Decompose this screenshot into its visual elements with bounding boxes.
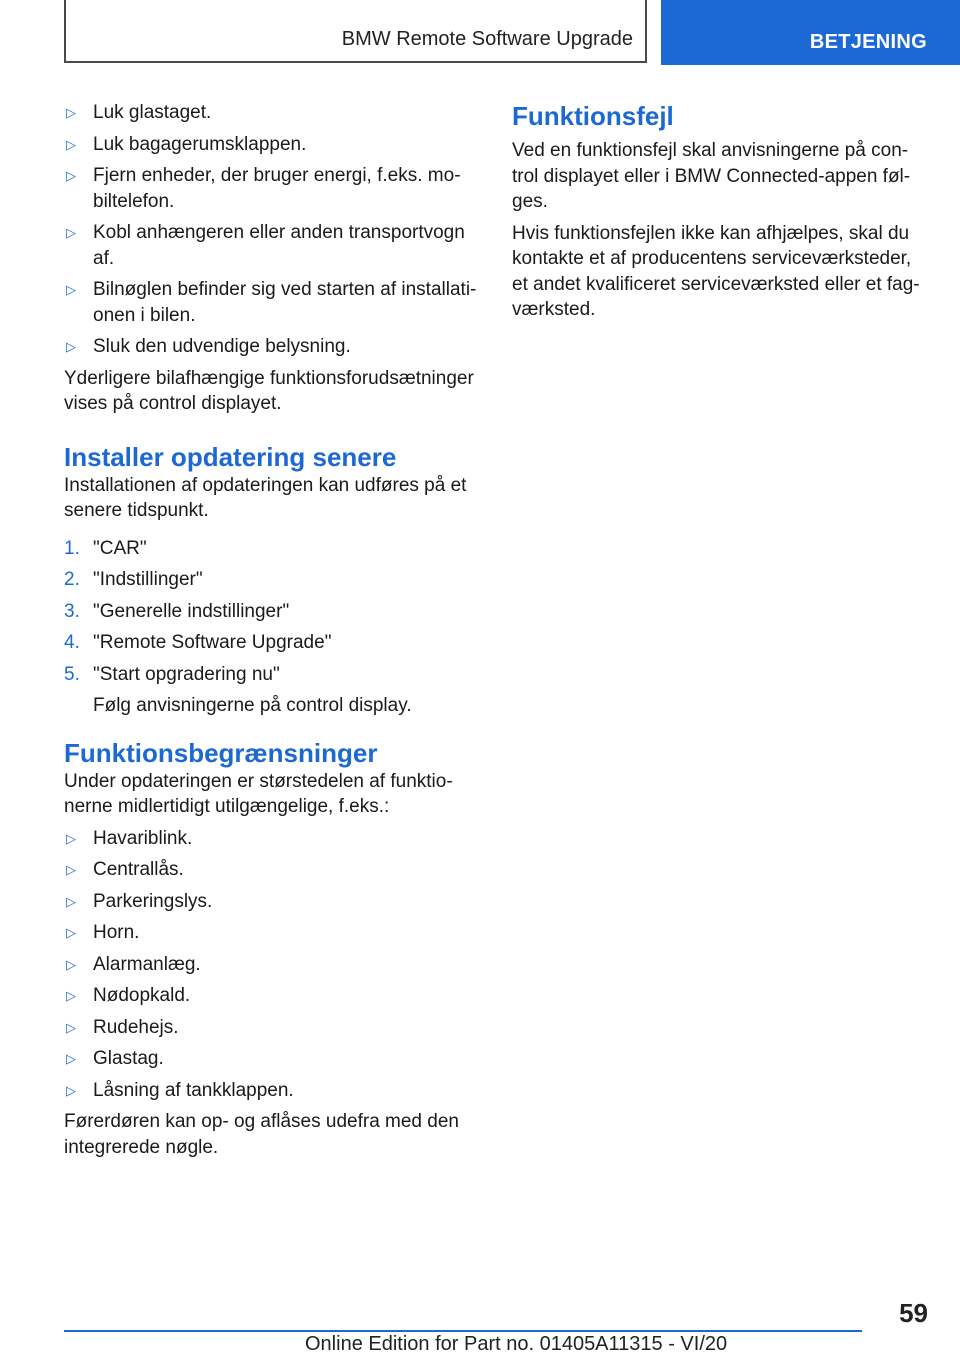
right-column — [512, 100, 932, 323]
install-later-heading: Installer opdatering senere — [64, 441, 397, 472]
triangle-bullet-icon: ▷ — [66, 339, 76, 354]
driver-door-paragraph: Førerdøren kan op- og aflåses udefra med den integrerede nøgle. — [64, 1111, 459, 1158]
page-number: 59 — [899, 1298, 928, 1328]
triangle-bullet-icon: ▷ — [66, 925, 76, 940]
triangle-bullet-icon: ▷ — [66, 136, 76, 152]
malfunction-paragraph-2: Hvis funktionsfejlen ikke kan afhjælpes, skal du kontakte et af producentens serviceværksteder, et andet kvalificeret serviceværksted eller et fag‐værksted. — [512, 222, 920, 320]
list-item: ▷ Horn. — [64, 920, 484, 946]
triangle-bullet-icon: ▷ — [66, 225, 76, 240]
step-item: 2. "Indstillinger" — [64, 569, 203, 590]
triangle-bullet-icon: ▷ — [66, 1019, 76, 1035]
left-column — [64, 100, 484, 1160]
limits-bullet-list — [64, 826, 484, 1104]
header-section-title: BMW Remote Software Upgrade — [341, 28, 633, 50]
install-later-paragraph: Installationen af opdateringen kan udføres på et senere tidspunkt. — [64, 474, 467, 521]
triangle-bullet-icon: ▷ — [66, 282, 76, 297]
triangle-bullet-icon: ▷ — [66, 105, 76, 120]
list-item: ▷ Rudehejs. — [64, 1015, 484, 1041]
malfunction-paragraph-1: Ved en funktionsfejl skal anvisningerne på con‐trol displayet eller i BMW Connected-appen føl‐ges. — [512, 140, 911, 212]
install-steps-list — [64, 536, 484, 719]
triangle-bullet-icon: ▷ — [66, 893, 76, 909]
footer-edition-text: Online Edition for Part no. 01405A11315 - VI/20 — [305, 1333, 728, 1355]
triangle-bullet-icon: ▷ — [66, 168, 76, 183]
prep-bullet-list — [64, 100, 484, 360]
triangle-bullet-icon: ▷ — [66, 988, 76, 1003]
list-item: ▷ Nødopkald. — [64, 983, 484, 1009]
triangle-bullet-icon: ▷ — [66, 956, 76, 972]
header-chapter-label: BETJENING — [809, 31, 927, 53]
list-item: ▷ Glastag. — [64, 1046, 484, 1072]
header-section-title-box — [64, 0, 647, 63]
header-chapter-tab[interactable] — [661, 0, 960, 65]
list-item: ▷ Sluk den udvendige belysning. — [64, 334, 484, 360]
step-item: 3. "Generelle indstillinger" — [64, 600, 290, 622]
triangle-bullet-icon: ▷ — [66, 1082, 76, 1098]
step-note: Følg anvisningerne på control display. — [93, 695, 412, 716]
triangle-bullet-icon: ▷ — [66, 862, 76, 877]
function-limits-heading: Funktionsbegrænsninger — [64, 737, 378, 768]
list-item: ▷ Bilnøglen befinder sig ved starten af installati‐onen i bilen. — [64, 277, 484, 328]
list-item: ▷ Kobl anhængeren eller anden transportvogn af. — [64, 220, 484, 271]
triangle-bullet-icon: ▷ — [66, 1051, 76, 1066]
step-item: 1. "CAR" — [64, 537, 147, 559]
list-item: ▷ Alarmanlæg. — [64, 952, 484, 978]
conditions-paragraph: Yderligere bilafhængige funktionsforudsætninger vises på control displayet. — [64, 367, 474, 414]
triangle-bullet-icon: ▷ — [66, 830, 76, 846]
list-item: ▷ Centrallås. — [64, 857, 484, 883]
list-item: ▷ Luk bagagerumsklappen. — [64, 132, 484, 158]
list-item: ▷ Havariblink. — [64, 826, 484, 852]
list-item: ▷ Luk glastaget. — [64, 100, 484, 126]
list-item: ▷ Fjern enheder, der bruger energi, f.eks. mo‐biltelefon. — [64, 163, 484, 214]
function-limits-paragraph: Under opdateringen er størstedelen af funktio‐nerne midlertidigt utilgængelige, f.eks.: — [64, 770, 453, 817]
step-item: 5. "Start opgradering nu" — [64, 663, 280, 685]
list-item: ▷ Parkeringslys. — [64, 889, 484, 915]
list-item: ▷ Låsning af tankklappen. — [64, 1078, 484, 1104]
malfunction-heading: Funktionsfejl — [512, 101, 674, 131]
step-item: 4. "Remote Software Upgrade" — [64, 632, 332, 653]
footer-divider — [64, 1330, 862, 1332]
